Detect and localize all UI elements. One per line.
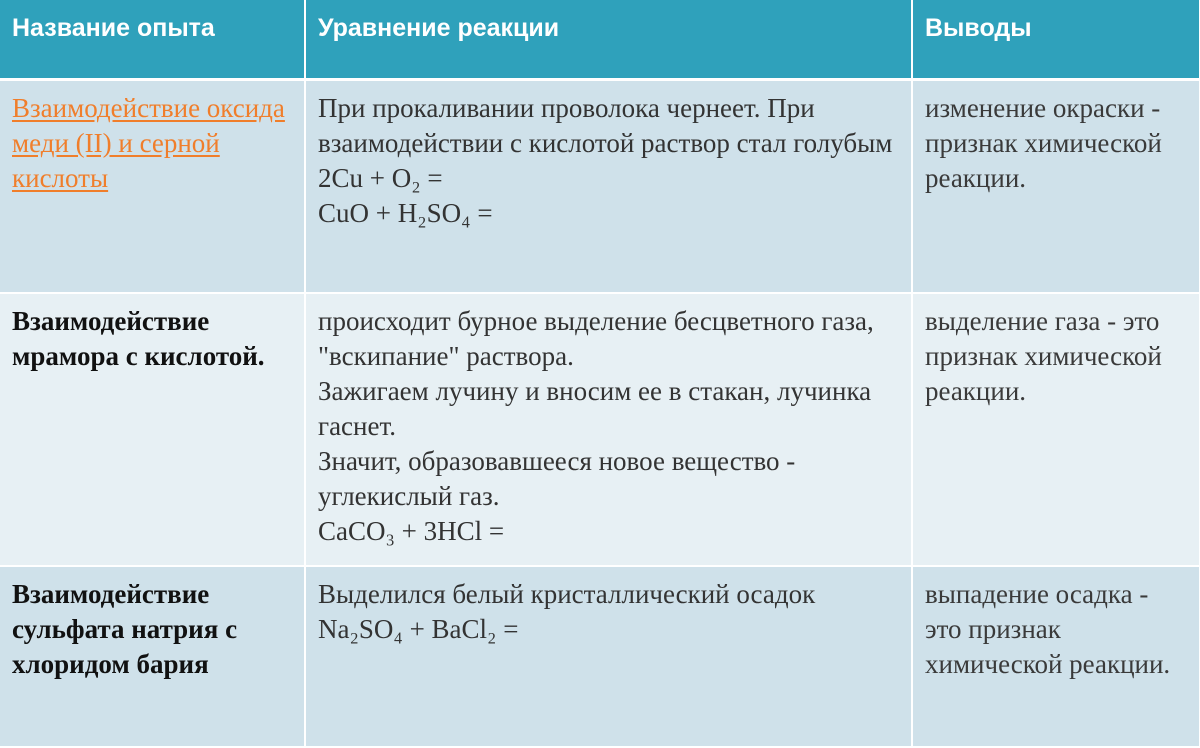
- table-row: [0, 80, 1200, 294]
- observation-text: Выделился белый кристаллический осадок: [318, 579, 816, 609]
- observation-text: происходит бурное выделение бесцветного газа, "вскипание" раствора.: [318, 306, 874, 371]
- header-conclusion: Выводы: [912, 0, 1200, 80]
- equation-text: CuO + H₂SO₄ =: [318, 198, 493, 228]
- conclusion-cell: выпадение осадка - это признак химической реакции.: [912, 566, 1200, 747]
- equation-cell: [305, 80, 912, 294]
- equation-text: 2Cu + O₂ =: [318, 163, 443, 193]
- equation-text: Na₂SO₄ + BaCl₂ =: [318, 614, 519, 644]
- experiment-link[interactable]: Взаимодействие оксида меди (II) и серной кислоты: [12, 93, 285, 193]
- observation-text: Зажигаем лучину и вносим ее в стакан, лучинка гаснет.: [318, 376, 872, 441]
- experiment-name-cell: Взаимодействие мрамора с кислотой.: [0, 293, 305, 566]
- equation-text: CaCO₃ + 3HCl =: [318, 516, 505, 546]
- table-row: [0, 293, 1200, 566]
- equation-cell: [305, 566, 912, 747]
- experiment-name-cell: Взаимодействие сульфата натрия с хлоридом бария: [0, 566, 305, 747]
- observation-text: При прокаливании проволока чернеет. При взаимодействии с кислотой раствор стал голубым: [318, 93, 893, 158]
- conclusion-cell: изменение окраски - признак химической реакции.: [912, 80, 1200, 294]
- experiment-name-cell: [0, 80, 305, 294]
- header-name: Название опыта: [0, 0, 305, 80]
- equation-cell: [305, 293, 912, 566]
- header-equation: Уравнение реакции: [305, 0, 912, 80]
- conclusion-cell: выделение газа - это признак химической реакции.: [912, 293, 1200, 566]
- table-row: [0, 566, 1200, 747]
- header-row: [0, 0, 1200, 80]
- observation-text: Значит, образовавшееся новое вещество - углекислый газ.: [318, 446, 796, 511]
